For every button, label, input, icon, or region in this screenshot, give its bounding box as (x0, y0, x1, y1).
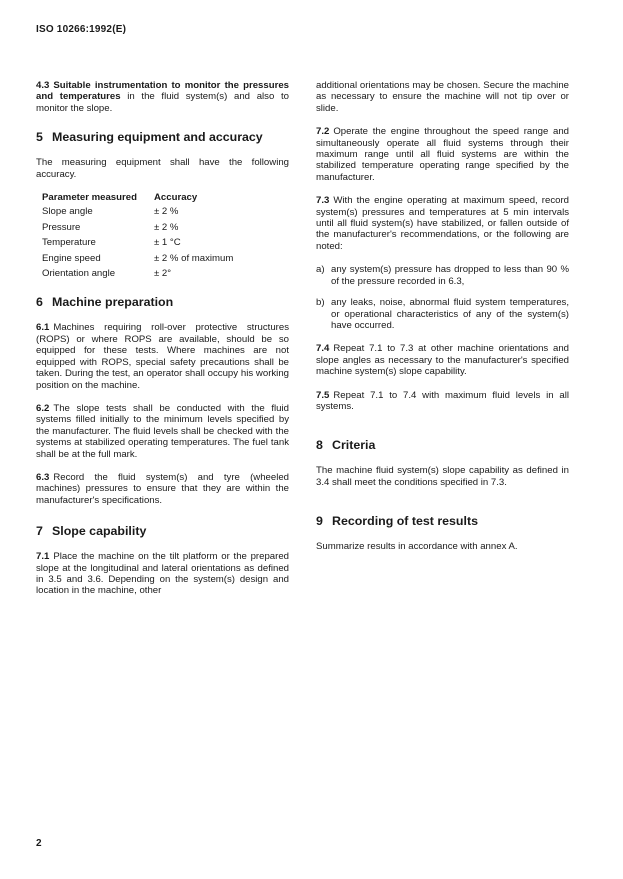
clause-number: 4.3 (36, 80, 50, 91)
clause-text: Machines requiring roll-over protective structures (ROPS) or where ROPS are available, should be so equipped for these tests. Where machines are not equipped with ROPS, special safety precautions shall be taken. During the test, an operator shall occupy his working position on the machine. (36, 322, 289, 391)
section-title: Recording of test results (332, 514, 478, 529)
clause-7-5 (316, 390, 569, 413)
section-9-text: Summarize results in accordance with annex A. (316, 541, 518, 553)
parameter-cell: Orientation angle (42, 268, 116, 280)
column-header-parameter: Parameter measured (42, 192, 137, 204)
table-header-row (36, 192, 233, 206)
section-7-heading (36, 524, 289, 538)
list-item-text: any leaks, noise, abnormal fluid system temperatures, or operational characteristics of any of the system(s) have occurred. (331, 297, 569, 331)
section-number: 6 (36, 295, 43, 310)
clause-text: With the engine operating at maximum speed, record system(s) pressures and temperatures at 5 min intervals until all fluid system(s) have stabilized, or fallen outside of the manufacturer's recommendations, or the following are noted: (316, 195, 569, 252)
clause-6-2 (36, 403, 289, 460)
section-title: Criteria (332, 438, 376, 453)
clause-number: 6.2 (36, 402, 50, 414)
parameter-cell: Slope angle (42, 206, 93, 218)
clause-7-3 (316, 195, 569, 252)
clause-number: 6.1 (36, 322, 50, 334)
document-id-header: ISO 10266:1992(E) (36, 24, 127, 35)
table-row (36, 268, 233, 283)
left-column (36, 80, 289, 609)
accuracy-cell: ± 1 °C (154, 237, 181, 249)
table-row (36, 206, 233, 221)
accuracy-table (36, 192, 233, 283)
parameter-cell: Pressure (42, 221, 81, 233)
clause-number: 7.4 (316, 343, 330, 355)
clause-text: Operate the engine throughout the speed range and simultaneously operate all fluid systems through their maximum range until all fluid systems are within the stabilized temperature operating range specified by the manufacturer. (316, 126, 569, 183)
clause-7-1-continued: additional orientations may be chosen. Secure the machine as necessary to ensure the machine will not tip over or slide. (316, 80, 569, 114)
clause-7-4 (316, 343, 569, 377)
clause-6-3 (36, 472, 289, 506)
section-8-heading (316, 438, 569, 452)
right-column (316, 80, 569, 565)
section-title: Measuring equipment and accuracy (52, 130, 263, 145)
list-marker: b) (316, 297, 325, 309)
section-title: Slope capability (52, 524, 147, 539)
column-header-accuracy: Accuracy (154, 192, 198, 204)
table-row (36, 237, 233, 252)
section-5-intro: The measuring equipment shall have the following accuracy. (36, 157, 289, 180)
list-item-text: any system(s) pressure has dropped to less than 90 % of the pressure recorded in 6.3, (331, 264, 569, 287)
clause-number: 7.3 (316, 195, 330, 207)
clause-number: 7.1 (36, 551, 50, 563)
list-item (316, 297, 569, 331)
section-5-heading (36, 130, 289, 144)
accuracy-cell: ± 2 % of maximum (154, 252, 234, 264)
clause-7-1 (36, 551, 289, 597)
accuracy-cell: ± 2° (154, 268, 172, 280)
section-number: 5 (36, 130, 43, 145)
clause-title: Suitable instrumentation to monitor the pressures and temperatures (36, 80, 289, 103)
clause-number: 6.3 (36, 471, 50, 483)
clause-7-2 (316, 126, 569, 183)
clause-text: The slope tests shall be conducted with the fluid systems filled initially to the minimum levels specified by the manufacturer. The fluid levels shall be checked with the systems at stabilized operating temperatures. The fuel tank shall be at the full mark. (36, 402, 289, 460)
clause-text: Record the fluid system(s) and tyre (wheeled machines) pressures to ensure that they are within the manufacturer's specifications. (36, 471, 289, 506)
table-row (36, 222, 233, 237)
clause-6-1 (36, 322, 289, 390)
section-title: Machine preparation (52, 295, 174, 310)
page-number: 2 (36, 838, 42, 849)
section-6-heading (36, 295, 289, 309)
clause-text: Repeat 7.1 to 7.4 with maximum fluid levels in all systems. (316, 389, 569, 412)
condition-list (316, 264, 569, 331)
table-row (36, 253, 233, 268)
section-9-heading (316, 514, 569, 528)
parameter-cell: Temperature (42, 237, 96, 249)
section-number: 9 (316, 514, 323, 529)
parameter-cell: Engine speed (42, 252, 101, 264)
list-marker: a) (316, 264, 325, 276)
accuracy-cell: ± 2 % (154, 221, 179, 233)
accuracy-cell: ± 2 % (154, 206, 179, 218)
clause-text: Place the machine on the tilt platform or the prepared slope at the longitudinal and lateral orientations as defined in 3.5 and 3.6. Depending on the system(s) design and location in the machine, other (36, 551, 289, 597)
clause-number: 7.5 (316, 389, 330, 401)
clause-text: in the fluid system(s) and also to monitor the slope. (36, 91, 289, 114)
clause-4-3 (36, 80, 289, 114)
clause-text: Repeat 7.1 to 7.3 at other machine orientations and slope angles as necessary to the manufacturer's specified machine system(s) slope capability. (316, 343, 569, 378)
section-8-text: The machine fluid system(s) slope capability as defined in 3.4 shall meet the conditions specified in 7.3. (316, 465, 569, 488)
section-number: 8 (316, 438, 323, 453)
section-number: 7 (36, 524, 43, 539)
clause-number: 7.2 (316, 126, 330, 138)
list-item (316, 264, 569, 287)
